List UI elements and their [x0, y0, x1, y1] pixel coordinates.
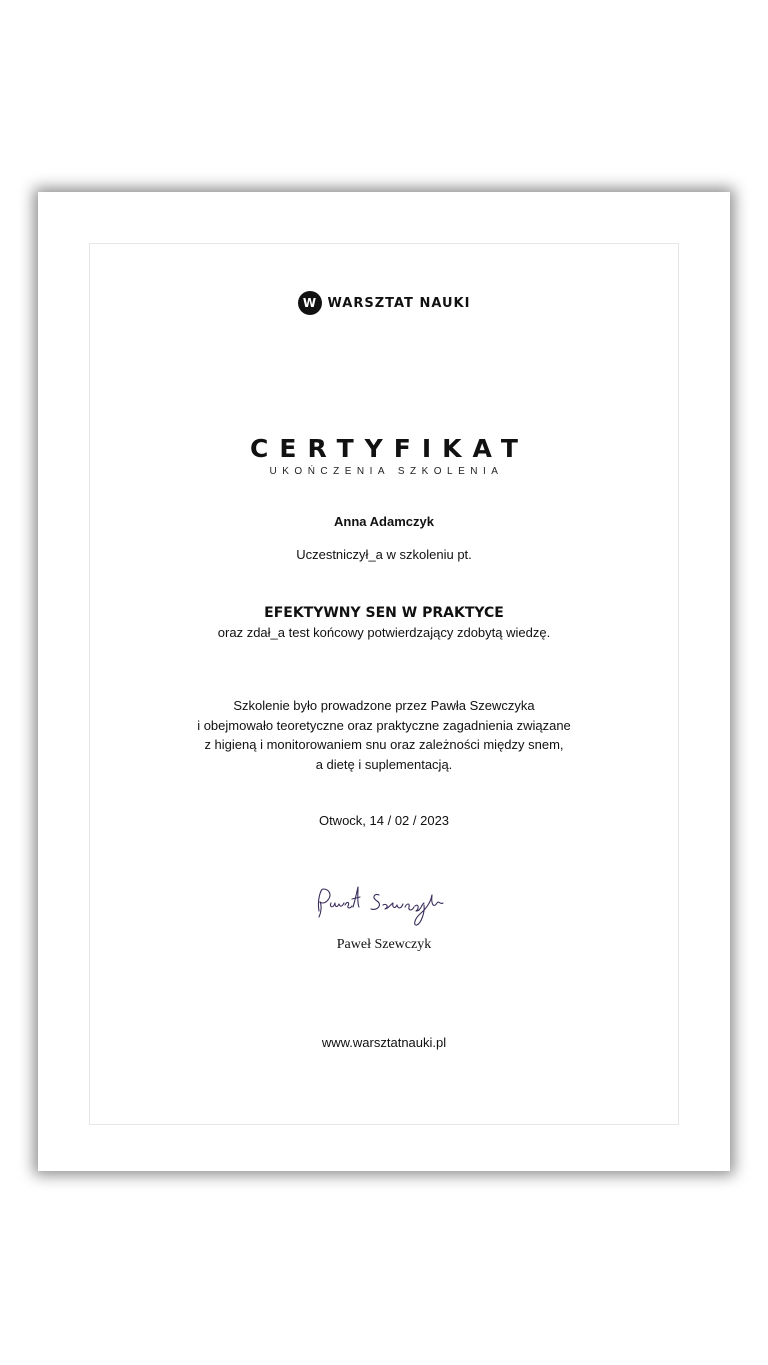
description-line: i obejmowało teoretyczne oraz praktyczne zagadnienia związane	[197, 717, 571, 733]
signer-name: Paweł Szewczyk	[336, 937, 432, 952]
certificate-sheet	[38, 192, 730, 1171]
logo-mark-icon: W	[298, 291, 322, 315]
participant-name: Anna Adamczyk	[334, 514, 434, 529]
brand-logo	[38, 291, 730, 315]
place-date: Otwock, 14 / 02 / 2023	[318, 813, 450, 828]
certificate-title: CERTYFIKAT	[250, 434, 529, 463]
description-line: Szkolenie było prowadzone przez Pawła Szewczyka	[233, 698, 535, 713]
handwritten-signature	[313, 881, 453, 933]
description-line: a dietę i suplementacją.	[315, 756, 453, 772]
certificate-subtitle: UKOŃCZENIA SZKOLENIA	[269, 466, 504, 477]
participated-text: Uczestniczył_a w szkoleniu pt.	[296, 547, 472, 562]
website-link[interactable]: www.warsztatnauki.pl	[321, 1035, 447, 1050]
description-line: z higieną i monitorowaniem snu oraz zależności między snem,	[204, 737, 564, 752]
certificate-inner-frame	[89, 243, 679, 1125]
passed-text: oraz zdał_a test końcowy potwierdzający zdobytą wiedzę.	[217, 625, 551, 640]
logo-text: WARSZTAT NAUKI	[327, 295, 471, 311]
course-description	[38, 696, 730, 774]
course-title: EFEKTYWNY SEN W PRAKTYCE	[264, 605, 504, 621]
